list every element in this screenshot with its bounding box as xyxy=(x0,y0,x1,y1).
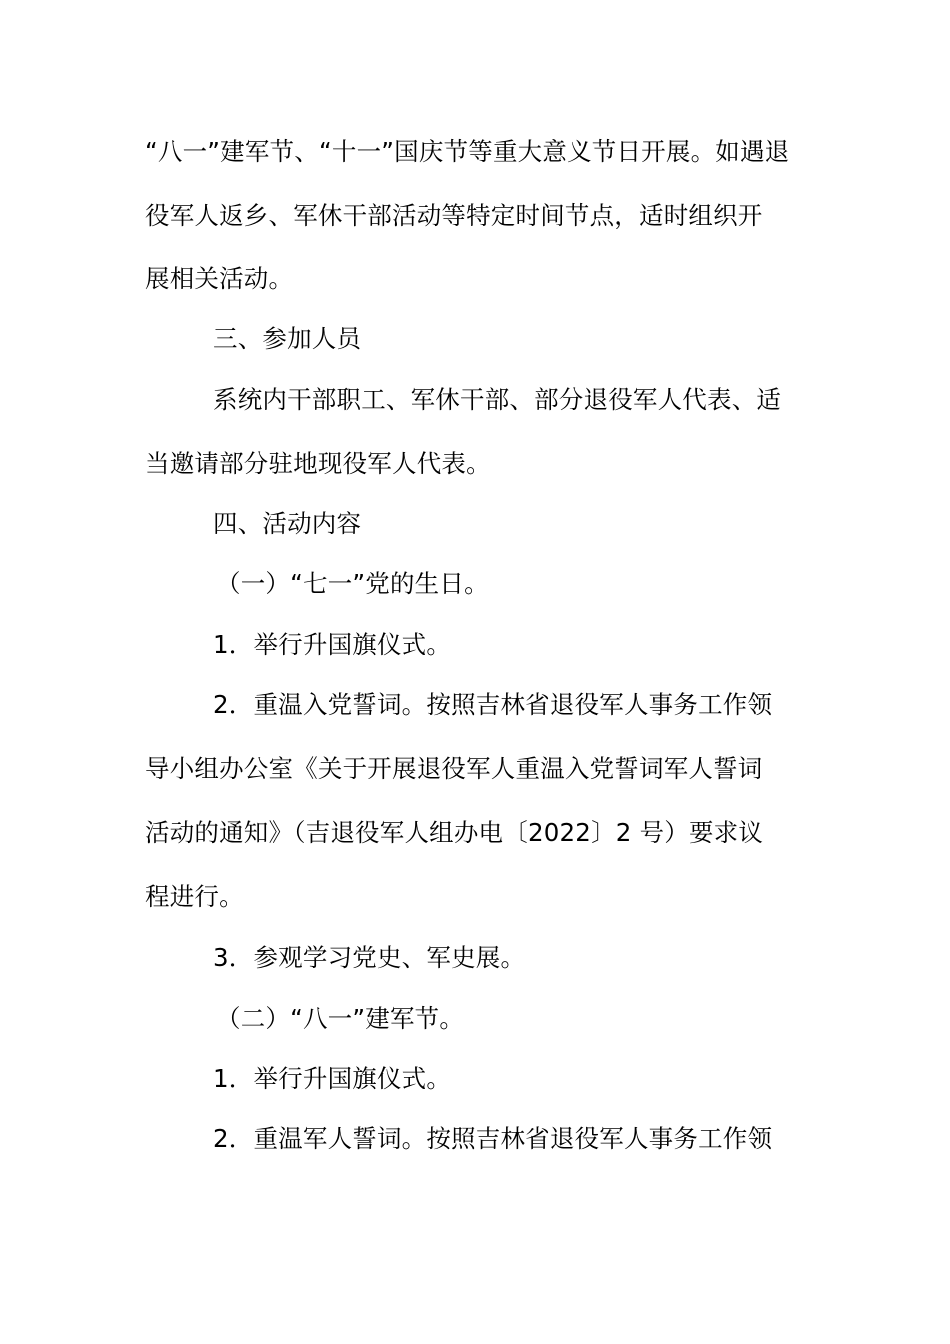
paragraph-line: 役军人返乡、军休干部活动等特定时间节点，适时组织开 xyxy=(145,201,763,230)
section-heading: 三、参加人员 xyxy=(213,324,362,353)
list-item: 2．重温军人誓词。按照吉林省退役军人事务工作领 xyxy=(213,1124,773,1153)
paragraph-line: 展相关活动。 xyxy=(145,264,294,293)
paragraph-line: 导小组办公室《关于开展退役军人重温入党誓词军人誓词 xyxy=(145,754,763,783)
list-item: 1．举行升国旗仪式。 xyxy=(213,1064,452,1093)
list-item: 2．重温入党誓词。按照吉林省退役军人事务工作领 xyxy=(213,690,773,719)
paragraph-line: 当邀请部分驻地现役军人代表。 xyxy=(145,449,491,478)
paragraph-line: 程进行。 xyxy=(145,882,244,911)
paragraph-line: 系统内干部职工、军休干部、部分退役军人代表、适 xyxy=(213,385,782,414)
section-heading: 四、活动内容 xyxy=(213,509,362,538)
list-item: 3．参观学习党史、军史展。 xyxy=(213,943,526,972)
subsection-heading: （二）“八一”建军节。 xyxy=(216,1004,465,1033)
paragraph-line: “八一”建军节、“十一”国庆节等重大意义节日开展。如遇退 xyxy=(145,137,790,166)
list-item: 1．举行升国旗仪式。 xyxy=(213,630,452,659)
paragraph-line: 活动的通知》（吉退役军人组办电〔2022〕2 号）要求议 xyxy=(145,818,764,847)
subsection-heading: （一）“七一”党的生日。 xyxy=(216,569,489,598)
